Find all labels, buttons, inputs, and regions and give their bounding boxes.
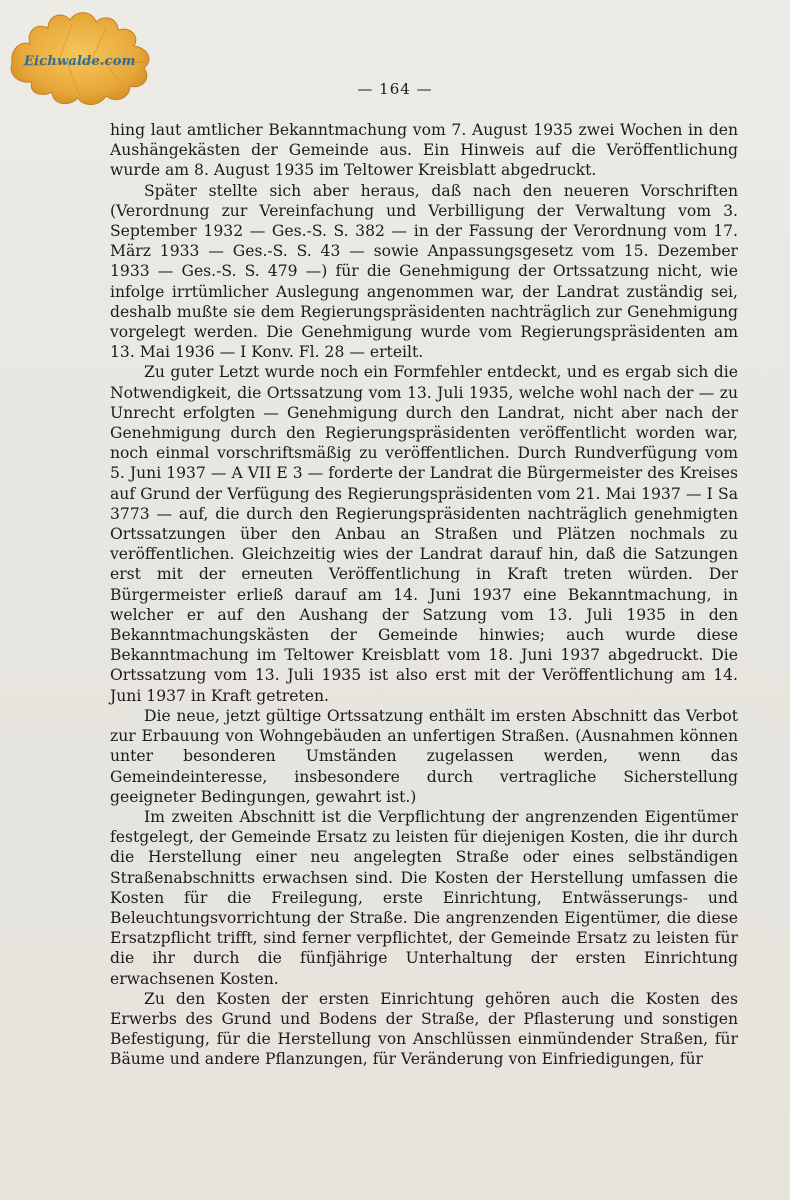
paragraph-1: hing laut amtlicher Bekanntmachung vom 7. August 1935 zwei Wochen in den Aushängekästen der Gemeinde aus. Ein Hinweis auf die Veröffentlichung wurde am 8. August 1935 im Teltower Kreisblatt abgedruckt.	[110, 121, 738, 180]
paragraph-2: Später stellte sich aber heraus, daß nach den neueren Vorschriften (Verordnung zur Vereinfachung und Verbilligung der Verwaltung vom 3. September 1932 — Ges.-S. S. 382 — in der Fassung der Verordnung vom 17. März 1933 — Ges.-S. S. 43 — sowie Anpassungsgesetz vom 15. Dezember 1933 — Ges.-S. S. 479 —) für die Genehmigung der Ortssatzung nicht, wie infolge irrtümlicher Auslegung angenommen war, der Landrat zuständig sei, deshalb mußte sie dem Regierungspräsidenten nachträglich zur Genehmigung vorgelegt werden. Die Genehmigung wurde vom Regierungspräsidenten am 13. Mai 1936 — I Konv. Fl. 28 — erteilt.	[110, 181, 738, 362]
logo-text: Eichwalde.com	[24, 54, 136, 69]
paragraph-6: Zu den Kosten der ersten Einrichtung gehören auch die Kosten des Erwerbs des Grund und Bodens der Straße, der Pflasterung und sonstigen Befestigung, für die Herstellung von Anschlüssen einmündender Straßen, für Bäume und andere Pflanzungen, für Veränderung von Einfriedigungen, für	[110, 989, 738, 1069]
document-body	[110, 120, 738, 1070]
paragraph-3: Zu guter Letzt wurde noch ein Formfehler entdeckt, und es ergab sich die Notwendigkeit, die Ortssatzung vom 13. Juli 1935, welche wohl nach der — zu Unrecht erfolgten — Genehmigung durch den Landrat, nicht aber nach der Genehmigung durch den Regierungspräsidenten veröffentlicht worden war, noch einmal vorschriftsmäßig zu veröffentlichen. Durch Rundverfügung vom 5. Juni 1937 — A VII E 3 — forderte der Landrat die Bürgermeister des Kreises auf Grund der Verfügung des Regierungspräsidenten vom 21. Mai 1937 — I Sa 3773 — auf, die durch den Regierungspräsidenten nachträglich genehmigten Ortssatzungen über den Anbau an Straßen und Plätzen nochmals zu veröffentlichen. Gleichzeitig wies der Landrat darauf hin, daß die Satzungen erst mit der erneuten Veröffentlichung in Kraft treten würden. Der Bürgermeister erließ darauf am 14. Juni 1937 eine Bekanntmachung, in welcher er auf den Aushang der Satzung vom 13. Juli 1935 in den Bekanntmachungskästen der Gemeinde hinwies; auch wurde diese Bekanntmachung im Teltower Kreisblatt vom 18. Juni 1937 abgedruckt. Die Ortssatzung vom 13. Juli 1935 ist also erst mit der Veröffentlichung am 14. Juni 1937 in Kraft getreten.	[110, 363, 738, 705]
paragraph-4: Die neue, jetzt gültige Ortssatzung enthält im ersten Abschnitt das Verbot zur Erbauung von Wohngebäuden an unfertigen Straßen. (Ausnahmen können unter besonderen Umständen zugelassen werden, wenn das Gemeindeinteresse, insbesondere durch vertragliche Sicherstellung geeigneter Bedingungen, gewahrt ist.)	[110, 706, 738, 806]
paragraph-5: Im zweiten Abschnitt ist die Verpflichtung der angrenzenden Eigentümer festgelegt, der Gemeinde Ersatz zu leisten für diejenigen Kosten, die ihr durch die Herstellung einer neu angelegten Straße oder eines selbständigen Straßenabschnitts erwachsen sind. Die Kosten der Herstellung umfassen die Kosten für die Freilegung, erste Einrichtung, Entwässerungs- und Beleuchtungsvorrichtung der Straße. Die angrenzenden Eigentümer, die diese Ersatzpflicht trifft, sind ferner verpflichtet, der Gemeinde Ersatz zu leisten für die ihr durch die fünfjährige Unterhaltung der ersten Einrichtung erwachsenen Kosten.	[110, 807, 738, 988]
page-number: — 164 —	[357, 80, 433, 98]
